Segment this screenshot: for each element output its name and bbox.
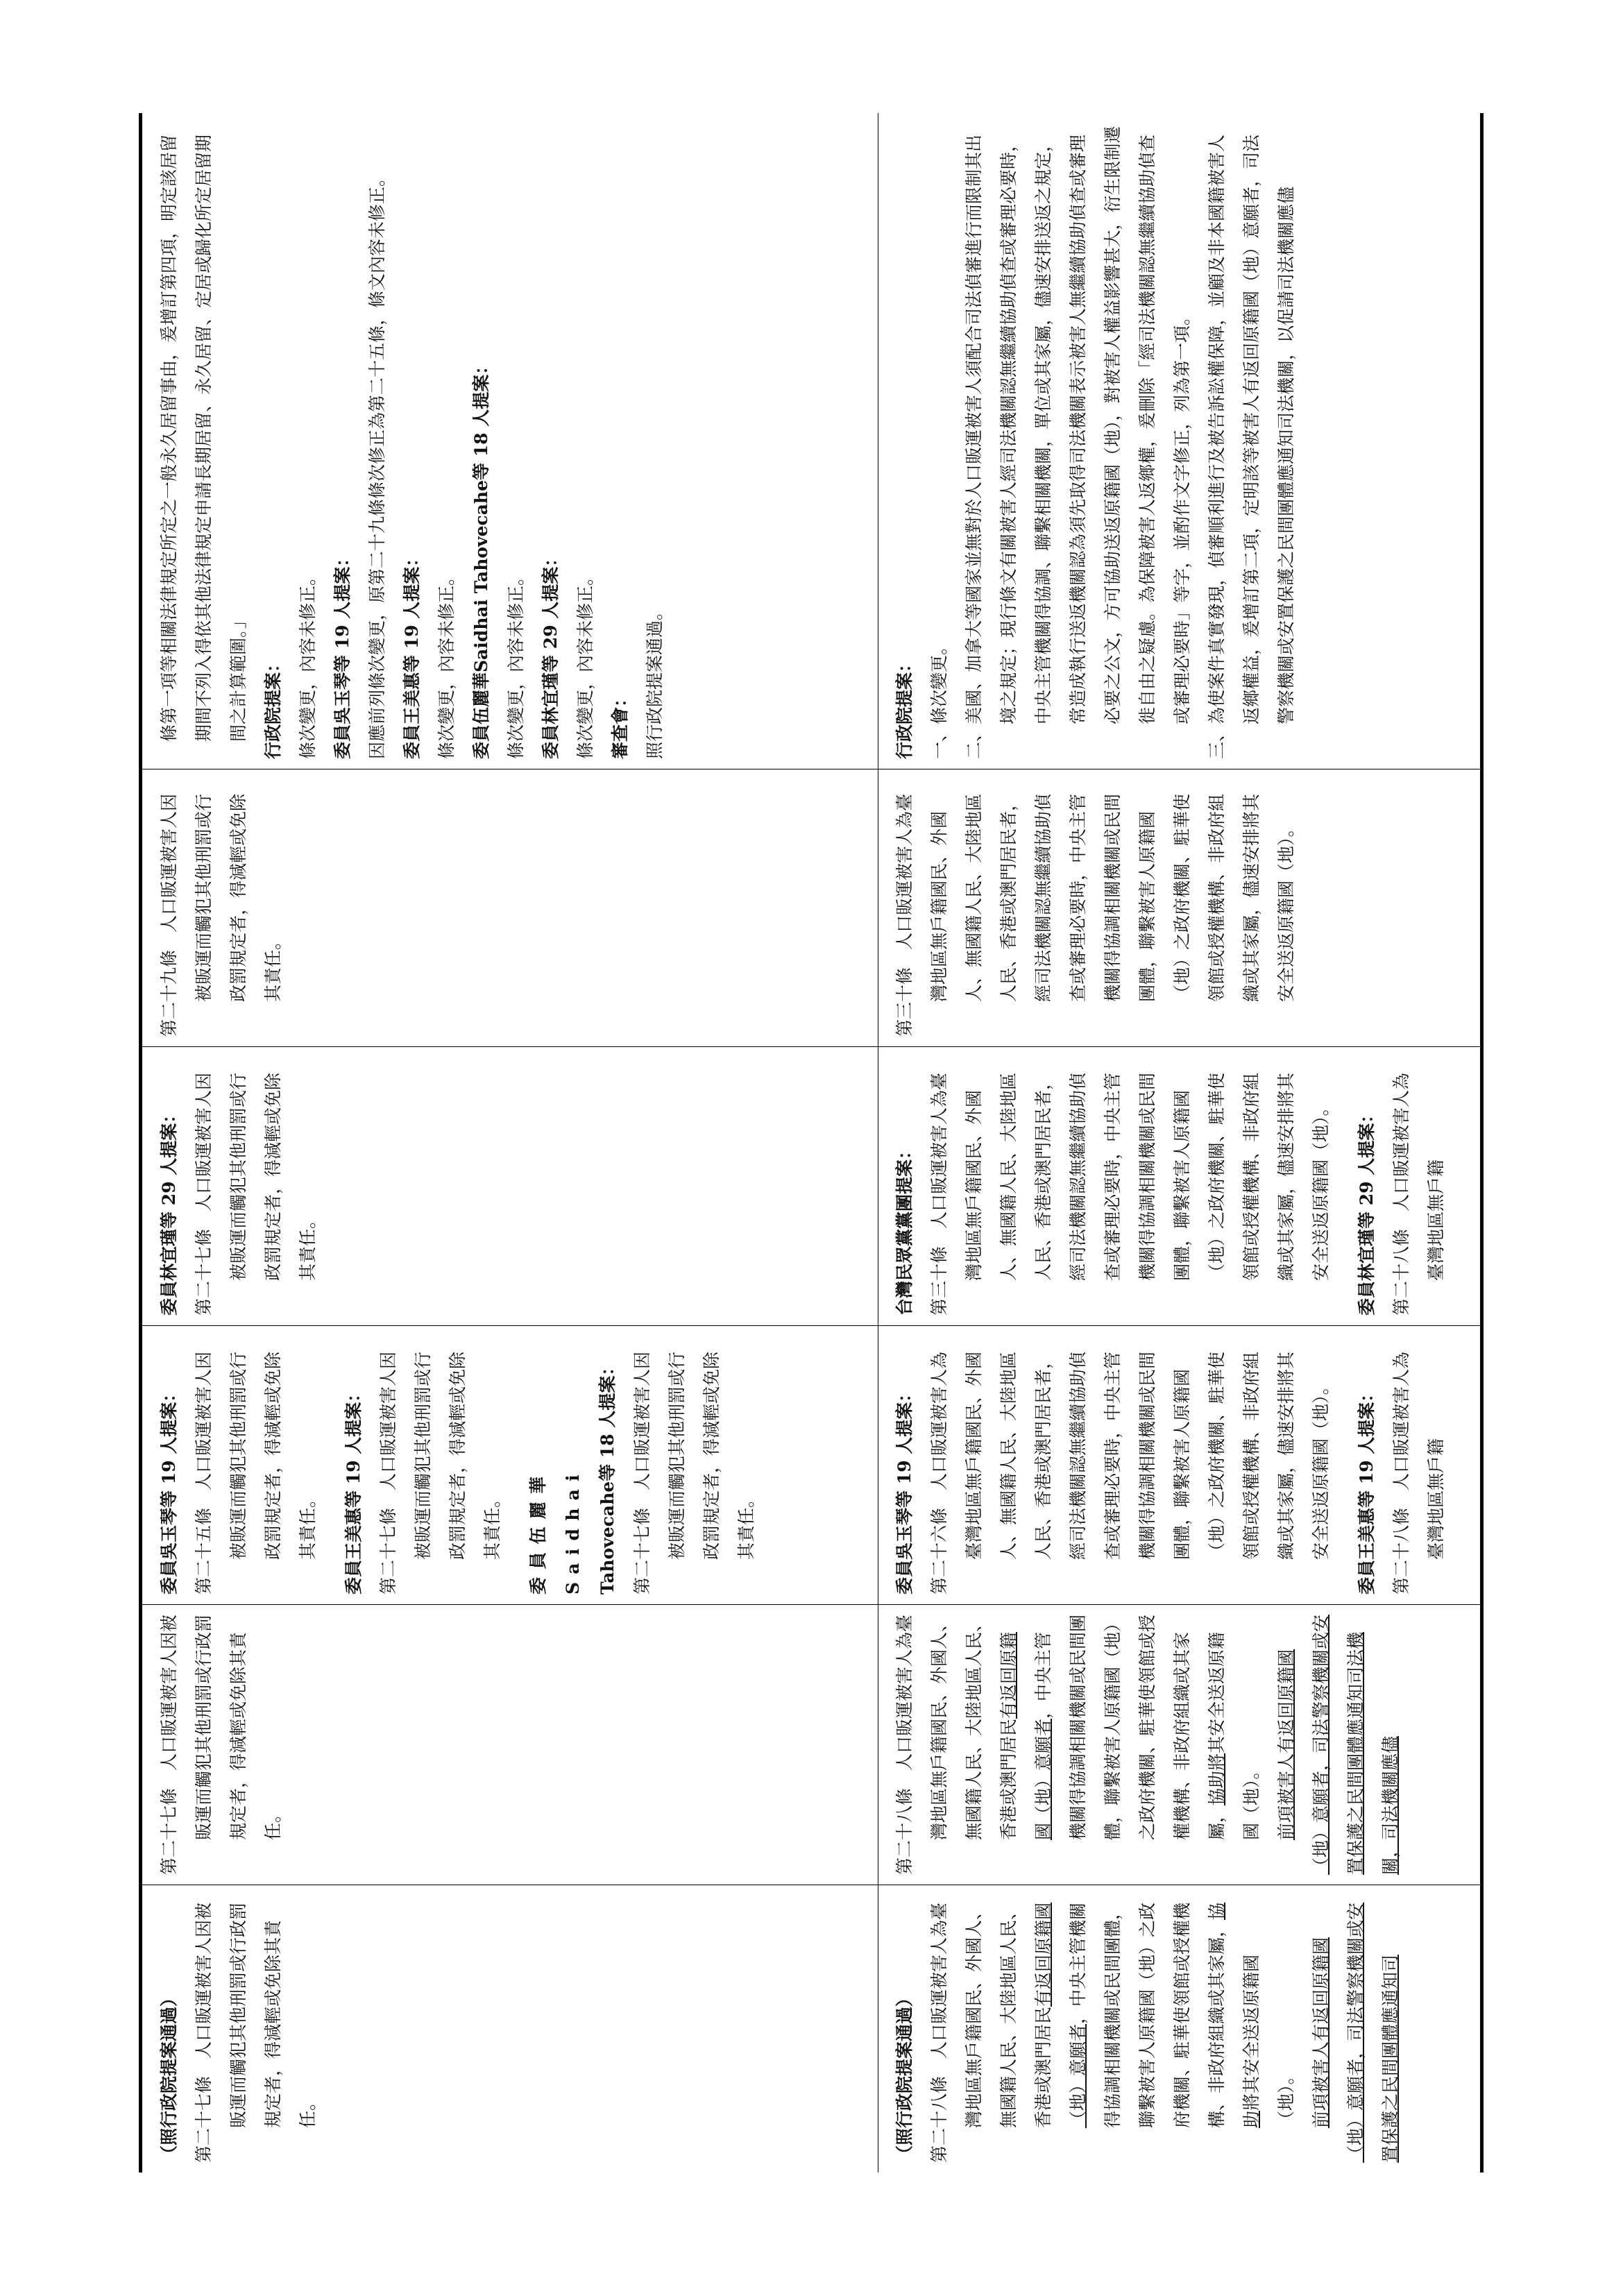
explanation-header: 行政院提案： xyxy=(263,654,283,759)
article-text: 第二十八條 人口販運被害人為臺灣地區無戶籍 xyxy=(1391,1351,1446,1595)
article-text: 第二十七條 人口販運被害人因被販運而觸犯其他刑罰或行政罰規定者，得減輕或免除其責任。 xyxy=(194,1072,318,1316)
article-text: 第二十五條 人口販運被害人因被販運而觸犯其他刑罰或行政罰規定者，得減輕或免除其責任。 xyxy=(194,1351,318,1595)
cell-explanation xyxy=(142,113,878,769)
article-text: 第二十九條 人口販運被害人因被販運而觸犯其他刑罰或行政罰規定者，得減輕或免除其責任。 xyxy=(159,793,283,1037)
explanation-text: 條次變更，內容未修正。 xyxy=(298,568,318,759)
explanation-header: 行政院提案： xyxy=(894,654,915,759)
amended-text: 協助 xyxy=(1207,1902,1261,2128)
article-tail: 其安全送返原籍國（地）。 xyxy=(1207,1631,1261,1840)
amended-text: 有返回原籍國（地）意願者 xyxy=(999,1631,1053,1840)
proposal-header: 委員伍麗華 Saidhai xyxy=(528,1467,583,1595)
explanation-header: 委員吳玉琴等 19 人提案： xyxy=(332,549,352,759)
article-mid: ，中央主管機關得協調相關機關或民間團體，聯繫被害人原籍國（地）之政府機關、駐華使領館或授權機構、非政府組織或其家屬， xyxy=(1033,1614,1227,1840)
cell-header: （照行政院提案通過） xyxy=(894,1989,915,2163)
proposal-header: 委員吳玉琴等 19 人提案： xyxy=(894,1384,915,1595)
explanation-header: 委員林宜瑾等 29 人提案： xyxy=(541,549,561,759)
amended-text: 協助將 xyxy=(1207,1753,1227,1805)
explanation-item: 二、美國、加拿大等國家並無對於人口販運被害人須配合司法偵審進行而限制其出境之規定；現行條文有關被害人經司法機關認無繼續協助偵查或審理必要時，中央主管機關得協調、聯繫相關機關，單位或其家屬，儘速安排送返之規定，常造成執行送返機關認為須先取得司法機關表示被害人無繼續協助偵查或審理必要之公文，方可協助送返原籍國（地），對被害人權益影響甚大，衍生限制遷徙自由之疑慮。為保障被害人返鄉權，爰刪除「經司法機關認無繼續協助偵查或審理必要時」等字，並酌作文字修正，列為第一項。 xyxy=(964,126,1192,759)
cell-header: （照行政院提案通過） xyxy=(159,1989,179,2163)
explanation-item: 一、條次變更。 xyxy=(929,637,949,759)
explanation-text: 條次變更，內容未修正。 xyxy=(436,568,457,759)
proposal-header: 委員林宜瑾等 29 人提案： xyxy=(1357,1105,1377,1316)
explanation-text: 條次變更，內容未修正。 xyxy=(506,568,526,759)
cell-legislator-proposals-a xyxy=(142,1326,878,1605)
cell-review-result xyxy=(878,1885,1480,2172)
cell-review-result xyxy=(142,1885,878,2172)
article-text xyxy=(887,1615,1269,1875)
article-lead: 第二十八條 人口販運被害人為臺灣地區無戶籍國民、外國人、無國籍人民、大陸地區人民、香港或澳門居民 xyxy=(894,1614,1019,1875)
explanation-text: 條次變更，內容未修正。 xyxy=(575,568,595,759)
article-text: 第二十七條 人口販運被害人因被販運而觸犯其他刑罰或行政罰規定者，得減輕或免除其責任。 xyxy=(194,1902,318,2163)
review-text: 照行政院提案通過。 xyxy=(645,602,665,759)
proposal-header: Tahovecahe等 18 人提案： xyxy=(597,1358,618,1595)
article-text: 第二十八條 人口販運被害人為臺灣地區無戶籍 xyxy=(1391,1072,1446,1316)
table-row-article-27 xyxy=(142,113,878,2172)
cell-legislator-proposals-a xyxy=(878,1326,1480,1605)
article-text: 第三十條 人口販運被害人為臺灣地區無戶籍國民、外國人、無國籍人民、大陸地區人民、香港或澳門居民者，經司法機關認無繼續協助偵查或審理必要時，中央主管機關得協調相關機關或民間團體，聯繫被害人原籍國（地）之政府機關、駐華使領館或授權機構、非政府組織或其家屬，儘速安排將其安全送返原籍國（地）。 xyxy=(929,1072,1331,1316)
explanation-item: 三、為使案件真實發現，偵審順利進行及被告訴訟權保障，並顧及非本國籍被害人返鄉權益，爰增訂第二項，定明該等被害人有返回原籍國（地）意願者，司法警察機關或安置保護之民間團體應通知司法機關，以促請司法機關應儘 xyxy=(1207,134,1296,759)
article-text: 第三十條 人口販運被害人為臺灣地區無戶籍國民、外國人、無國籍人民、大陸地區人民、香港或澳門居民者，經司法機關認無繼續協助偵查或審理必要時，中央主管機關得協調相關機關或民間團體，聯繫被害人原籍國（地）之政府機關、駐華使領館或授權機構、非政府組織或其家屬，儘速安排將其安全送返原籍國（地）。 xyxy=(894,793,1296,1037)
cell-current-law xyxy=(878,769,1480,1047)
article-text: 第二十七條 人口販運被害人因被販運而觸犯其他刑罰或行政罰規定者，得減輕或免除其責任。 xyxy=(378,1351,502,1595)
cell-executive-yuan-draft xyxy=(142,1605,878,1885)
comparison-table xyxy=(139,113,1484,2172)
proposal-header: 台灣民眾黨黨團提案： xyxy=(894,1141,915,1316)
proposal-header: 委員王美惠等 19 人提案： xyxy=(343,1384,364,1595)
article-mid: ，中央主管機關得協調相關機關或民間團體，聯繫被害人原籍國（地）之政府機關、駐華使領館或授權機構、非政府組織或其家屬， xyxy=(1068,1902,1227,2128)
cell-explanation xyxy=(878,113,1480,769)
article-lead: 第二十八條 人口販運被害人為臺灣地區無戶籍國民、外國人、無國籍人民、大陸地區人民、香港或澳門居民 xyxy=(929,1902,1053,2163)
proposal-header: 委員林宜瑾等 29 人提案： xyxy=(159,1105,179,1316)
explanation-header: 委員伍麗華Saidhai Tahovecahe等 18 人提案： xyxy=(471,357,491,759)
article-text xyxy=(922,1895,1304,2163)
explanation-text: 因應前列條次變更，原第二十九條條次修正為第二十五條，條文內容未修正。 xyxy=(367,169,387,759)
table-row-article-28 xyxy=(878,113,1480,2172)
amended-text: 有返回原籍國（地）意願者 xyxy=(1033,1902,1088,2128)
article-text: 第二十六條 人口販運被害人為臺灣地區無戶籍國民、外國人、無國籍人民、大陸地區人民、香港或澳門居民者，經司法機關認無繼續協助偵查或審理必要時，中央主管機關得協調相關機關或民間團體，聯繫被害人原籍國（地）之政府機關、駐華使領館或授權機構、非政府組織或其家屬，儘速安排將其安全送返原籍國（地）。 xyxy=(929,1351,1331,1595)
article-tail: 將其安全送返原籍國（地）。 xyxy=(1241,1954,1296,2128)
review-header: 審查會： xyxy=(610,689,630,759)
cell-legislator-proposals-b xyxy=(142,1047,878,1326)
cell-legislator-proposals-b xyxy=(878,1047,1480,1326)
explanation-text: 條第一項等相關法律規定所定之一般永久居留事由，爰增訂第四項，明定該居留期間不列入得依其他法律規定申請長期居留、永久居留、定居或歸化所定居留期間之計算範圍。」 xyxy=(159,134,248,742)
amended-paragraph: 前項被害人有返回原籍國（地）意願者，司法警察機關或安置保護之民間團體應通知司 xyxy=(1311,1902,1400,2163)
proposal-header: 委員吳玉琴等 19 人提案： xyxy=(159,1384,179,1595)
proposal-header: 委員王美惠等 19 人提案： xyxy=(1357,1384,1377,1595)
explanation-header: 委員王美惠等 19 人提案： xyxy=(402,549,422,759)
amended-paragraph: 前項被害人有返回原籍國（地）意願者，司法警察機關或安置保護之民間團體應通知司法機關，司法機關應儘 xyxy=(1276,1614,1400,1875)
cell-executive-yuan-draft xyxy=(878,1605,1480,1885)
article-text: 第二十七條 人口販運被害人因被販運而觸犯其他刑罰或行政罰規定者，得減輕或免除其責任。 xyxy=(159,1614,283,1875)
article-text: 第二十七條 人口販運被害人因被販運而觸犯其他刑罰或行政罰規定者，得減輕或免除其責任。 xyxy=(632,1351,756,1595)
cell-current-law xyxy=(142,769,878,1047)
